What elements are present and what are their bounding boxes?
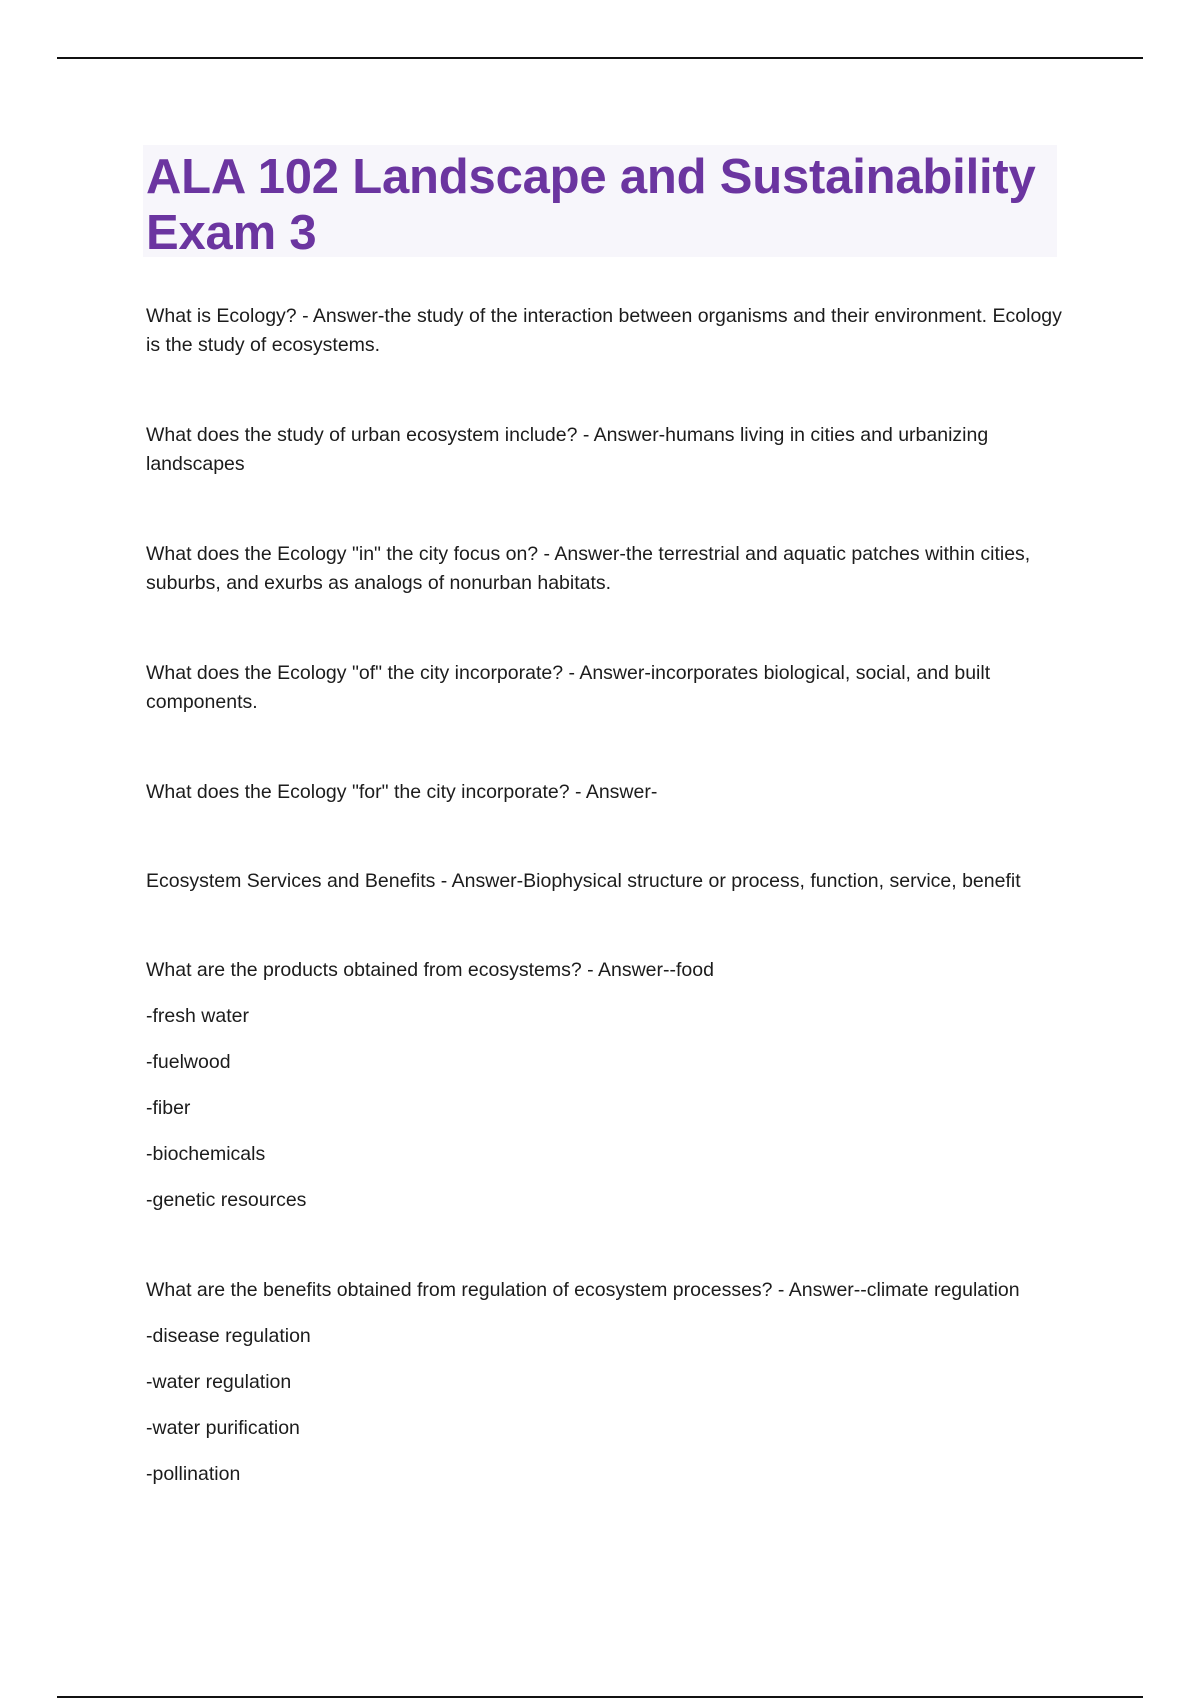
list-item: -biochemicals [146,1143,266,1165]
list-item: -fuelwood [146,1051,231,1073]
list-item: -fiber [146,1097,191,1119]
qa-entry [146,956,1066,1215]
qa-text: What are the benefits obtained from regulation of ecosystem processes? - Answer--climate regulation [146,1279,1020,1301]
qa-entry [146,867,1066,896]
footer-rule [57,1696,1143,1698]
title-line-2: Exam 3 [146,206,317,260]
list-item: -water purification [146,1417,300,1439]
qa-text: What does the Ecology "of" the city incorporate? - Answer-incorporates biological, social, and built components. [146,662,991,713]
qa-text: What does the study of urban ecosystem include? - Answer-humans living in cities and urbanizing landscapes [146,424,989,475]
header-rule [57,57,1143,59]
qa-entry [146,302,1066,360]
qa-content [146,302,1066,1550]
qa-entry [146,421,1066,479]
list-item: -genetic resources [146,1189,307,1211]
list-item: -fresh water [146,1005,249,1027]
qa-entry [146,540,1066,598]
qa-entry [146,778,1066,807]
qa-text: What does the Ecology "in" the city focus on? - Answer-the terrestrial and aquatic patches within cities, suburbs, and exurbs as analogs of nonurban habitats. [146,543,1031,594]
list-item: -water regulation [146,1371,292,1393]
qa-text: Ecosystem Services and Benefits - Answer-Biophysical structure or process, function, service, benefit [146,870,1021,892]
document-title [146,149,1054,261]
list-item: -pollination [146,1463,241,1485]
qa-text: What are the products obtained from ecosystems? - Answer--food [146,959,714,981]
qa-entry [146,1276,1066,1489]
qa-entry [146,659,1066,717]
title-line-1: ALA 102 Landscape and Sustainability [146,150,1036,204]
qa-text: What does the Ecology "for" the city incorporate? - Answer- [146,781,658,803]
title-block [143,145,1057,260]
list-item: -disease regulation [146,1325,311,1347]
qa-text: What is Ecology? - Answer-the study of the interaction between organisms and their environment. Ecology is the study of ecosystems. [146,305,1062,356]
